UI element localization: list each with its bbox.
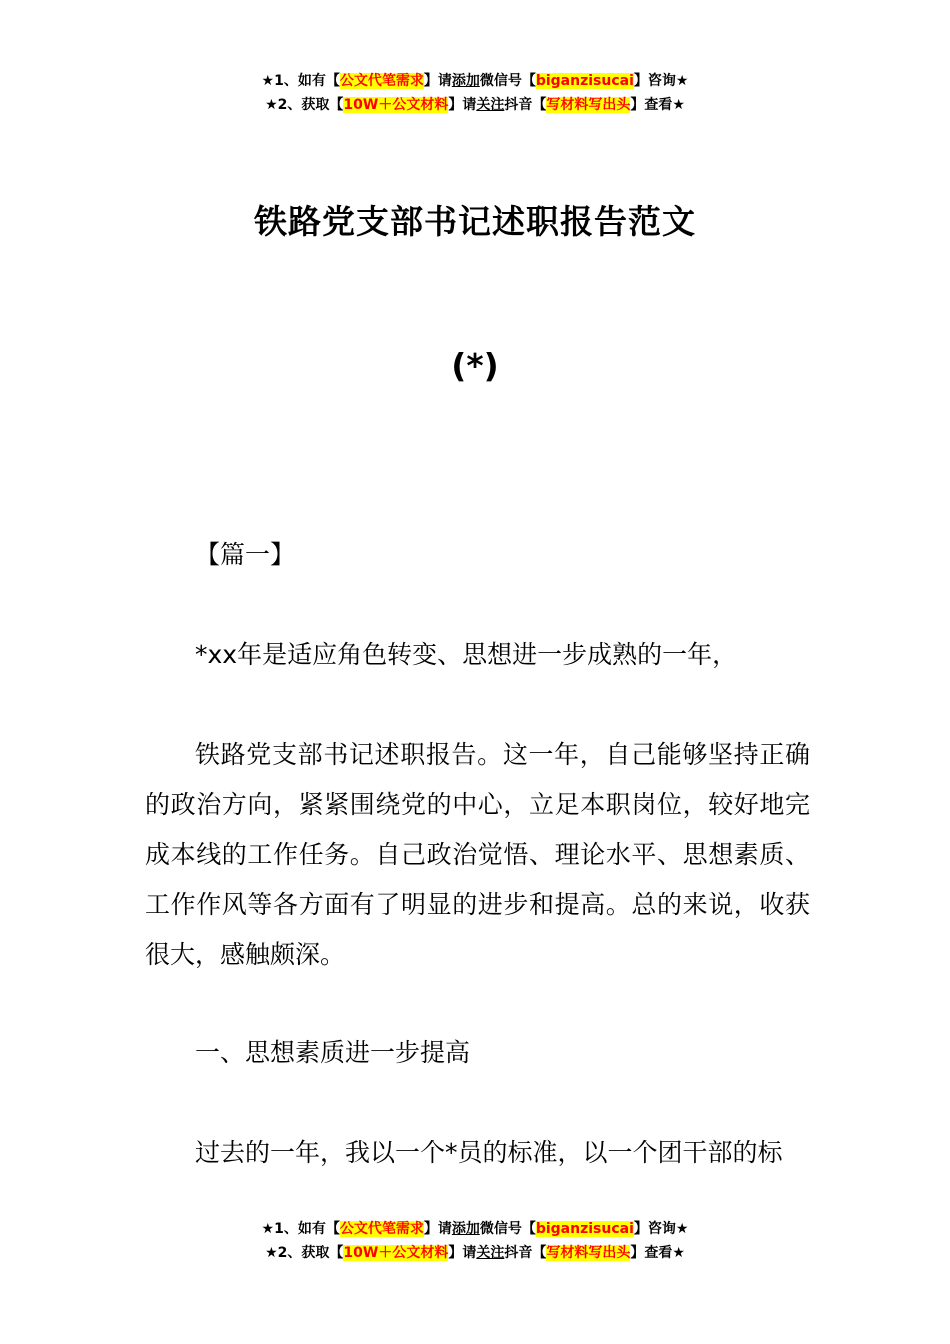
promo-highlight: 10W＋公文材料 <box>343 97 449 113</box>
promo-wechat-id: biganzisucai <box>535 1221 634 1237</box>
promo-line-2: ★2、获取【10W＋公文材料】请关注抖音【写材料写出头】查看★ <box>265 1245 685 1261</box>
promo-emphasis: 关注 <box>476 1245 505 1261</box>
promo-highlight: 公文代笔需求 <box>339 1221 424 1237</box>
document-subtitle: (*) <box>451 346 499 385</box>
section-heading: 一、思想素质进一步提高 <box>195 1038 471 1067</box>
promo-wechat-id: biganzisucai <box>535 73 634 89</box>
promo-emphasis: 添加 <box>451 1221 480 1237</box>
promo-line-2: ★2、获取【10W＋公文材料】请关注抖音【写材料写出头】查看★ <box>265 97 685 113</box>
document-title: 铁路党支部书记述职报告范文 <box>254 202 696 241</box>
promo-douyin-id: 写材料写出头 <box>546 1245 631 1261</box>
body-paragraph-2: 过去的一年，我以一个*员的标准，以一个团干部的标 <box>195 1138 783 1167</box>
promo-highlight: 公文代笔需求 <box>339 73 424 89</box>
promo-highlight: 10W＋公文材料 <box>343 1245 449 1261</box>
promo-douyin-id: 写材料写出头 <box>546 97 631 113</box>
section-label: 【篇一】 <box>195 540 296 569</box>
promo-line-1: ★1、如有【公文代笔需求】请添加微信号【biganzisucai】咨询★ <box>261 1221 689 1237</box>
promo-emphasis: 添加 <box>451 73 480 89</box>
promo-line-1: ★1、如有【公文代笔需求】请添加微信号【biganzisucai】咨询★ <box>261 73 689 89</box>
promo-emphasis: 关注 <box>476 97 505 113</box>
intro-paragraph: *xx年是适应角色转变、思想进一步成熟的一年， <box>195 640 738 669</box>
body-paragraph: 铁路党支部书记述职报告。这一年，自己能够坚持正确的政治方向，紧紧围绕党的中心，立足本职岗位，较好地完成本线的工作任务。自己政治觉悟、理论水平、思想素质、工作作风等各方面有了明显的进步和提高。总的来说，收获很大，感触颇深。 <box>145 740 810 969</box>
promo-banner-bottom <box>0 1217 950 1265</box>
promo-banner-top <box>0 69 950 117</box>
